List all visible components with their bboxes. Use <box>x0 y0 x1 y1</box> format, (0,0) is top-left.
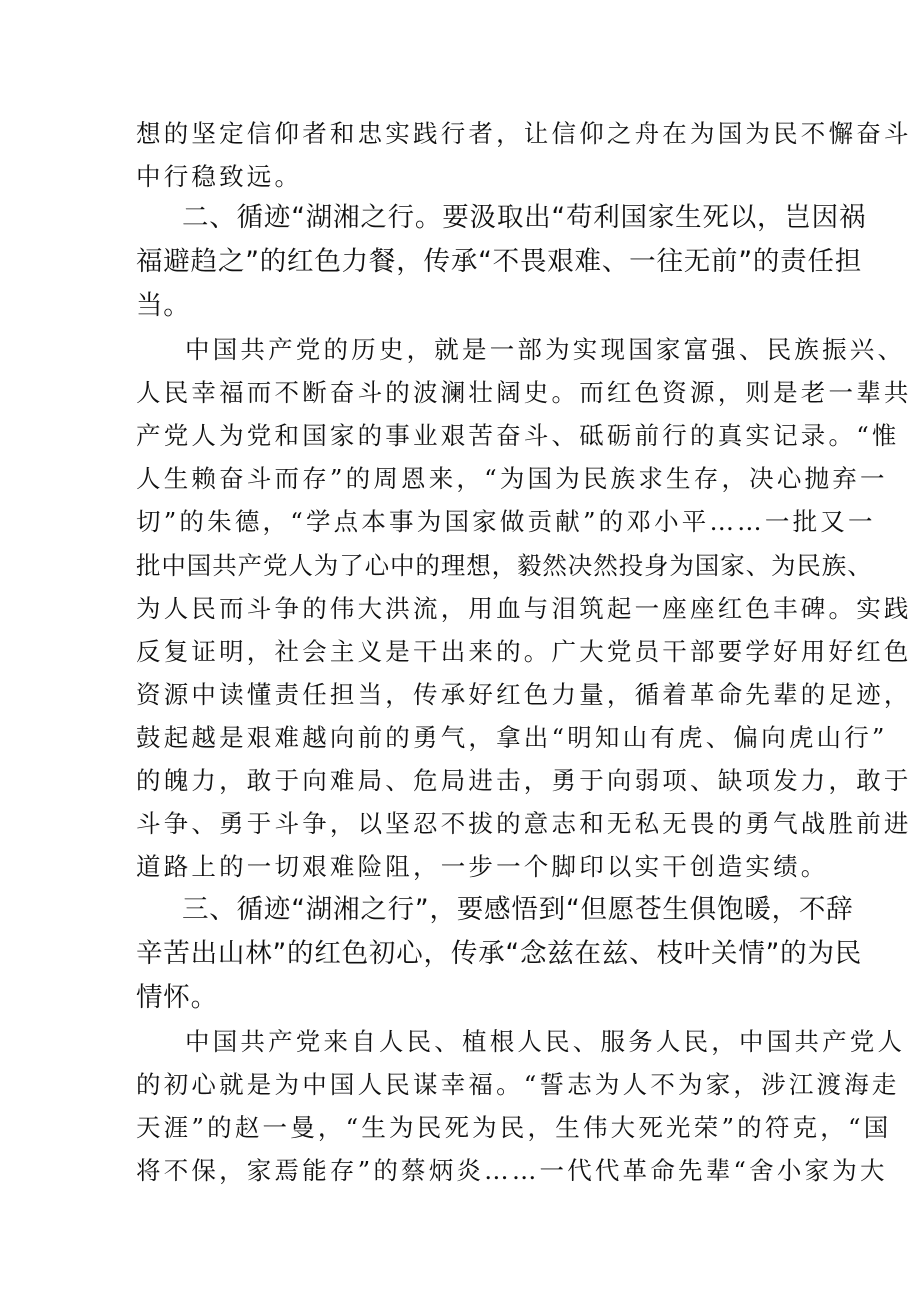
paragraph-line: 中国共产党来自人民、植根人民、服务人民，中国共产党人 <box>185 1027 906 1056</box>
paragraph-line: 批中国共产党人为了心中的理想，毅然决然投身为国家、为民族、 <box>136 551 873 580</box>
paragraph-line: 切”的朱德，“学点本事为国家做贡献”的邓小平……一批又一 <box>136 507 876 536</box>
paragraph-line: 将不保，家焉能存”的蔡炳炎……一代代革命先辈“舍小家为大 <box>136 1156 888 1185</box>
paragraph-line: 的魄力，敢于向难局、危局进击，勇于向弱项、缺项发力，敢于 <box>136 766 912 795</box>
paragraph-line: 道路上的一切艰难险阻，一步一个脚印以实干创造实绩。 <box>136 852 829 881</box>
section-heading-line: 辛苦出山林”的红色初心，传承“念兹在兹、枝叶关情”的为民 <box>136 938 863 969</box>
paragraph-line: 的初心就是为中国人民谋幸福。“誓志为人不为家，涉江渡海走 <box>136 1070 900 1099</box>
paragraph-line: 资源中读懂责任担当，传承好红色力量，循着革命先辈的足迹， <box>136 680 912 709</box>
paragraph-line: 人民幸福而不断奋斗的波澜壮阔史。而红色资源，则是老一辈共 <box>136 378 912 407</box>
paragraph-line: 为人民而斗争的伟大洪流，用血与泪筑起一座座红色丰碑。实践 <box>136 594 912 623</box>
section-heading-line: 福避趋之”的红色力餐，传承“不畏艰难、一往无前”的责任担 <box>136 246 863 277</box>
paragraph-line: 斗争、勇于斗争，以坚忍不拔的意志和无私无畏的勇气战胜前进 <box>136 809 912 838</box>
paragraph-line: 产党人为党和国家的事业艰苦奋斗、砥砺前行的真实记录。“惟 <box>136 421 900 450</box>
section-heading-line: 当。 <box>136 290 191 321</box>
paragraph-line: 人生赖奋斗而存”的周恩来，“为国为民族求生存，决心抛弃一 <box>136 464 888 493</box>
paragraph-line: 反复证明，社会主义是干出来的。广大党员干部要学好用好红色 <box>136 637 912 666</box>
section-heading-line: 三、循迹“湖湘之行”，要感悟到“但愿苍生俱饱暖，不辞 <box>182 894 854 925</box>
section-heading-line: 二、循迹“湖湘之行。要汲取出“苟利国家生死以，岂因祸 <box>182 202 867 233</box>
paragraph-line: 鼓起越是艰难越向前的勇气，拿出“明知山有虎、偏向虎山行” <box>136 723 888 752</box>
section-heading-line: 情怀。 <box>136 982 218 1013</box>
paragraph-line: 中国共产党的历史，就是一部为实现国家富强、民族振兴、 <box>185 335 906 364</box>
paragraph-line: 天涯”的赵一曼，“生为民死为民，生伟大死光荣”的符克，“国 <box>136 1113 892 1142</box>
paragraph-line: 中行稳致远。 <box>136 162 303 191</box>
paragraph-line: 想的坚定信仰者和忠实践行者，让信仰之舟在为国为民不懈奋斗 <box>136 119 912 148</box>
